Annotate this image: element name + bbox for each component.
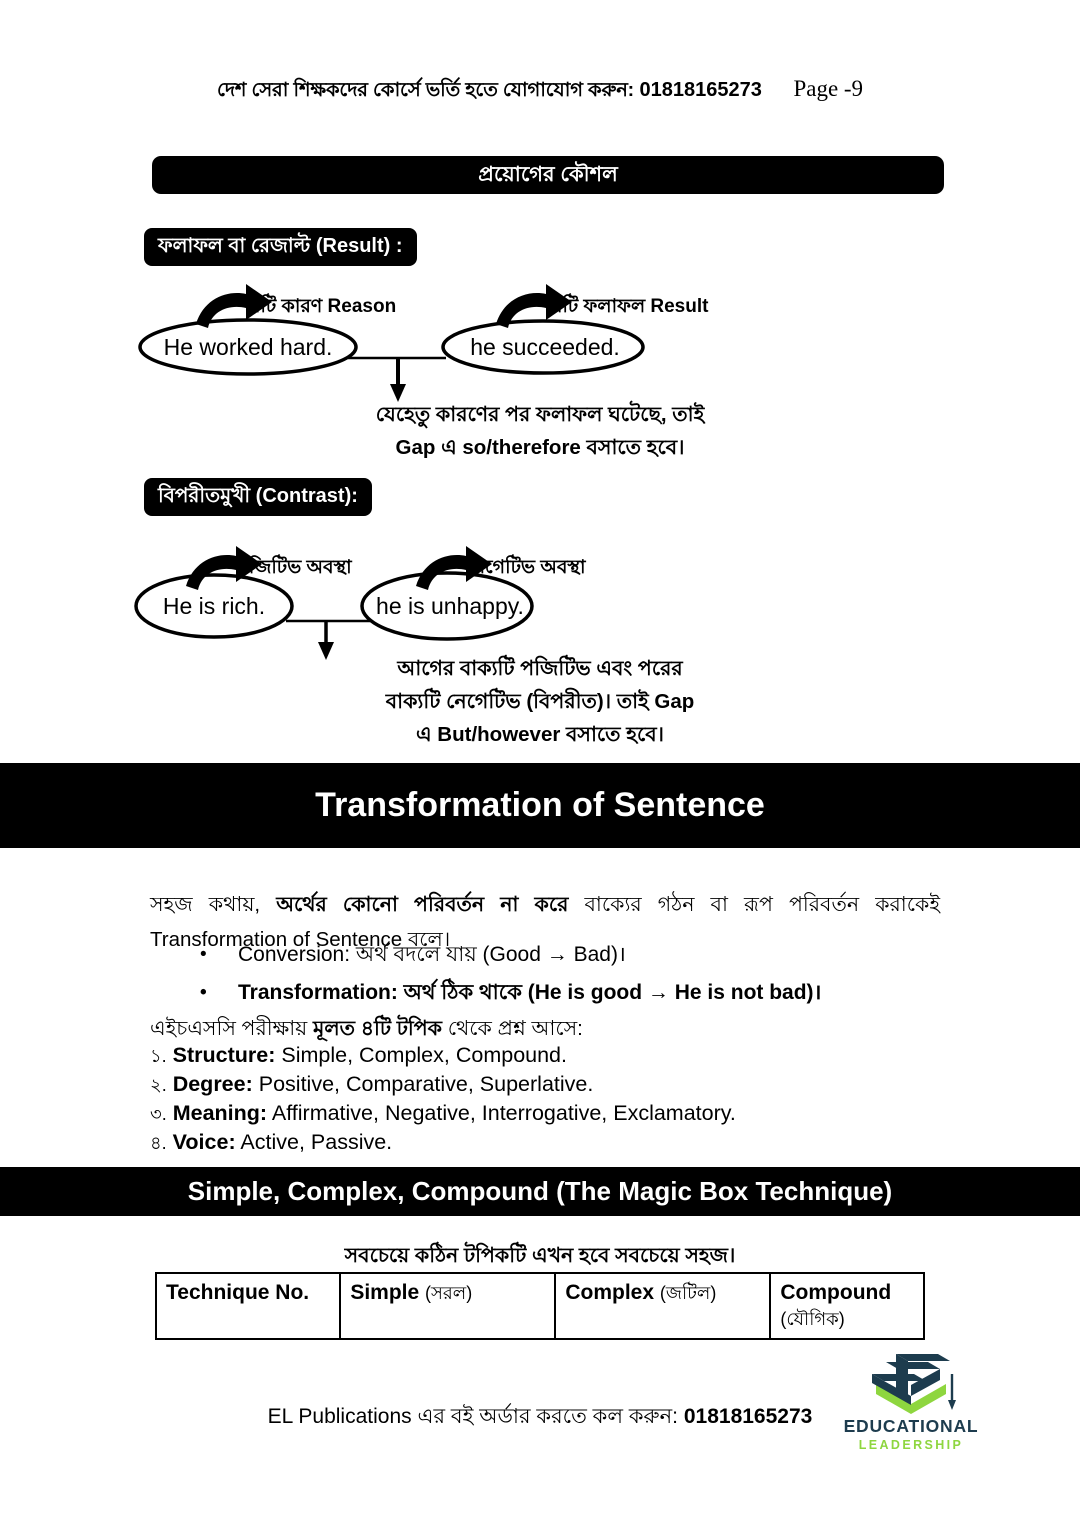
list-item: [150, 1071, 970, 1099]
right-arrow-label: নেগেটিভ অবস্থা: [466, 557, 586, 578]
list-item: [150, 1100, 970, 1128]
table-header-complex: [555, 1273, 770, 1339]
list-item: [150, 1129, 970, 1157]
list-item: • Conversion: অর্থ বদলে যায় (Good → Bad)।: [190, 936, 950, 974]
right-sentence-text: he is unhappy.: [376, 593, 524, 619]
header-en: Technique No.: [166, 1281, 310, 1304]
item-number: ২.: [150, 1075, 167, 1095]
item-value: Affirmative, Negative, Interrogative, Exclamatory.: [271, 1101, 736, 1125]
item-value: Positive, Comparative, Superlative.: [258, 1072, 594, 1096]
connector-line: [348, 358, 446, 402]
topics-bold-phrase: মূলত ৪টি টপিক: [312, 1017, 443, 1040]
item-value: Active, Passive.: [240, 1130, 393, 1154]
left-sentence-text: He is rich.: [162, 593, 266, 619]
list-item: [150, 1042, 970, 1070]
topics-intro-line: [150, 1014, 950, 1044]
logo-sub-text: LEADERSHIP: [858, 1438, 964, 1452]
right-sentence-text: he succeeded.: [470, 334, 620, 360]
header-bn: (জটিল): [659, 1283, 717, 1303]
result-note: [0, 398, 1080, 464]
item-key: Degree:: [172, 1072, 253, 1096]
topics-part-2: থেকে প্রশ্ন আসে:: [442, 1017, 583, 1040]
header-en: Simple: [350, 1281, 420, 1304]
header-bengali-text: দেশ সেরা শিক্ষকদের কোর্সে ভর্তি হতে যোগাযোগ করুন:: [216, 79, 634, 101]
table-row: [156, 1273, 924, 1339]
footer-phone-number: 01818165273: [683, 1405, 813, 1428]
header-en: Compound: [780, 1281, 892, 1304]
item-key: Meaning:: [172, 1101, 268, 1125]
footer-bengali-text: EL Publications এর বই অর্ডার করতে কল করুন:: [267, 1405, 684, 1428]
left-sentence-text: He worked hard.: [163, 334, 333, 360]
item-key: Voice:: [172, 1130, 236, 1154]
technique-banner: প্রয়োগের কৌশল: [152, 156, 944, 194]
contrast-note-line-3: এ But/however বসাতে হবে।: [416, 723, 664, 746]
header-bn: (সরল): [425, 1283, 473, 1303]
header-bn: (যৌগিক): [780, 1309, 845, 1329]
topics-part-1: এইচএসসি পরীক্ষায়: [150, 1017, 313, 1040]
left-arrow-label: পজিটিভ অবস্থা: [236, 557, 352, 578]
item-number: ৪.: [150, 1133, 167, 1153]
intro-bold-phrase: অর্থের কোনো পরিবর্তন না করে: [276, 892, 569, 916]
definition-bullet-list: [190, 936, 950, 1012]
table-header-technique-no: [156, 1273, 340, 1339]
item-number: ১.: [150, 1046, 167, 1066]
result-section-tag: ফলাফল বা রেজাল্ট (Result) :: [144, 228, 417, 266]
table-header-compound: [770, 1273, 924, 1339]
table-caption: সবচেয়ে কঠিন টপিকটি এখন হবে সবচেয়ে সহজ।: [344, 1244, 736, 1267]
header-phone-number: 01818165273: [639, 79, 762, 101]
page-number-label: Page -9: [793, 76, 864, 101]
intro-part-2: বাক্যের গঠন বা রূপ পরিবর্তন করাকেই Transformation of Sentence বলে।: [150, 892, 940, 951]
page-header: [0, 76, 1080, 108]
contrast-note: [0, 652, 1080, 751]
contrast-section-tag: বিপরীতমুখী (Contrast):: [144, 478, 372, 516]
result-note-line-2: Gap এ so/therefore বসাতে হবে।: [395, 436, 685, 459]
technique-table: [155, 1272, 925, 1340]
contrast-note-line-2: বাক্যটি নেগেটিভ (বিপরীত)। তাই Gap: [385, 690, 695, 713]
item-key: Structure:: [172, 1043, 276, 1067]
right-arrow-label: এটি ফলাফল Result: [548, 296, 709, 317]
list-item: • Transformation: অর্থ ঠিক থাকে (He is good → He is not bad)।: [190, 974, 950, 1012]
left-arrow-label: এটি কারণ Reason: [246, 296, 397, 317]
item-value: Simple, Complex, Compound.: [281, 1043, 567, 1067]
intro-part-1: সহজ কথায়,: [150, 892, 277, 916]
contrast-note-line-1: আগের বাক্যটি পজিটিভ এবং পরের: [397, 657, 683, 680]
header-en: Complex: [565, 1281, 655, 1304]
topics-numbered-list: [150, 1042, 970, 1158]
magic-box-banner: Simple, Complex, Compound (The Magic Box Technique): [0, 1167, 1080, 1216]
result-note-line-1: যেহেতু কারণের পর ফলাফল ঘটেছে, তাই: [375, 403, 705, 426]
graduation-cap-icon: [852, 1348, 970, 1414]
table-header-simple: [340, 1273, 555, 1339]
item-number: ৩.: [150, 1104, 167, 1124]
transformation-banner: Transformation of Sentence: [0, 763, 1080, 848]
educational-leadership-logo: [836, 1348, 986, 1452]
logo-main-text: EDUCATIONAL: [843, 1416, 979, 1436]
